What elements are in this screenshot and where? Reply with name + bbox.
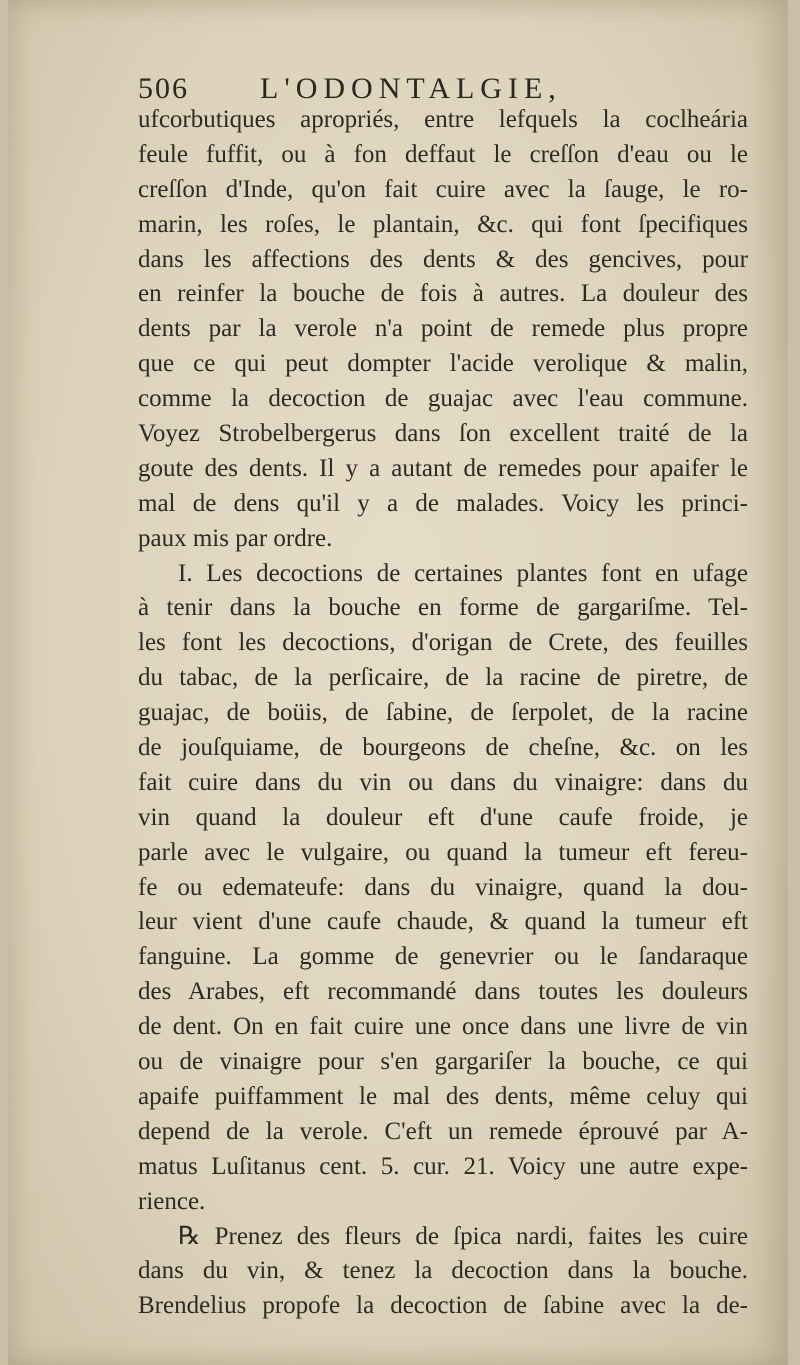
text-line: apaife puiffamment le mal des dents, même celuy qui [138, 1082, 748, 1110]
text-line: des Arabes, eft recommandé dans toutes les douleurs [138, 978, 748, 1006]
text-line: mal de dens qu'il y a de malades. Voicy les princi- [138, 489, 748, 517]
text-line: parle avec le vulgaire, ou quand la tumeur eft fereu- [138, 838, 748, 866]
text-line: I. Les decoctions de certaines plantes font en ufage [178, 559, 748, 587]
text-line: dents par la verole n'a point de remede plus propre [138, 315, 748, 343]
text-line: les font les decoctions, d'origan de Crete, des feuilles [138, 629, 748, 657]
text-line: ℞ Prenez des fleurs de ſpica nardi, faites les cuire [178, 1222, 748, 1250]
text-line: que ce qui peut dompter l'acide verolique & malin, [138, 350, 748, 378]
text-line: matus Luſitanus cent. 5. cur. 21. Voicy une autre expe- [138, 1152, 748, 1180]
text-line: Brendelius propofe la decoction de ſabine avec la de- [138, 1292, 748, 1320]
text-line: fe ou edemateufe: dans du vinaigre, quand la dou- [138, 873, 748, 901]
text-line: comme la decoction de guajac avec l'eau commune. [138, 385, 748, 413]
text-line: du tabac, de la perſicaire, de la racine de piretre, de [138, 664, 748, 692]
page-body-text [138, 103, 748, 1324]
text-line: à tenir dans la bouche en forme de gargariſme. Tel- [138, 594, 748, 622]
text-line: goute des dents. Il y a autant de remedes pour apaifer le [138, 454, 748, 482]
text-line: marin, les roſes, le plantain, &c. qui font ſpecifiques [138, 210, 748, 238]
running-title: L'ODONTALGIE, [260, 72, 562, 105]
text-line: en reinfer la bouche de fois à autres. La douleur des [138, 280, 748, 308]
text-line: ou de vinaigre pour s'en gargariſer la bouche, ce qui [138, 1048, 748, 1076]
text-line: de jouſquiame, de bourgeons de cheſne, &c. on les [138, 734, 748, 762]
text-line: rience. [138, 1187, 206, 1215]
text-line: feule fuffit, ou à fon deffaut le creſſon d'eau ou le [138, 140, 748, 168]
text-line: vin quand la douleur eft d'une caufe froide, je [138, 803, 748, 831]
text-line: guajac, de boüis, de ſabine, de ſerpolet, de la racine [138, 699, 748, 727]
text-line: depend de la verole. C'eft un remede éprouvé par A- [138, 1117, 748, 1145]
text-line: dans du vin, & tenez la decoction dans la bouche. [138, 1257, 748, 1285]
text-line: dans les affections des dents & des gencives, pour [138, 245, 748, 273]
text-line: paux mis par ordre. [138, 524, 333, 552]
book-page [8, 0, 788, 1365]
text-line: Voyez Strobelbergerus dans ſon excellent traité de la [138, 420, 748, 448]
text-line: creſſon d'Inde, qu'on fait cuire avec la ſauge, le ro- [138, 175, 748, 203]
text-line: leur vient d'une caufe chaude, & quand la tumeur eft [138, 908, 748, 936]
page-number: 506 [138, 72, 189, 105]
text-line: ufcorbutiques apropriés, entre lefquels la coclheária [138, 106, 748, 133]
text-line: de dent. On en fait cuire une once dans une livre de vin [138, 1013, 748, 1041]
text-line: fait cuire dans du vin ou dans du vinaigre: dans du [138, 768, 748, 796]
text-line: fanguine. La gomme de genevrier ou le ſandaraque [138, 943, 748, 971]
